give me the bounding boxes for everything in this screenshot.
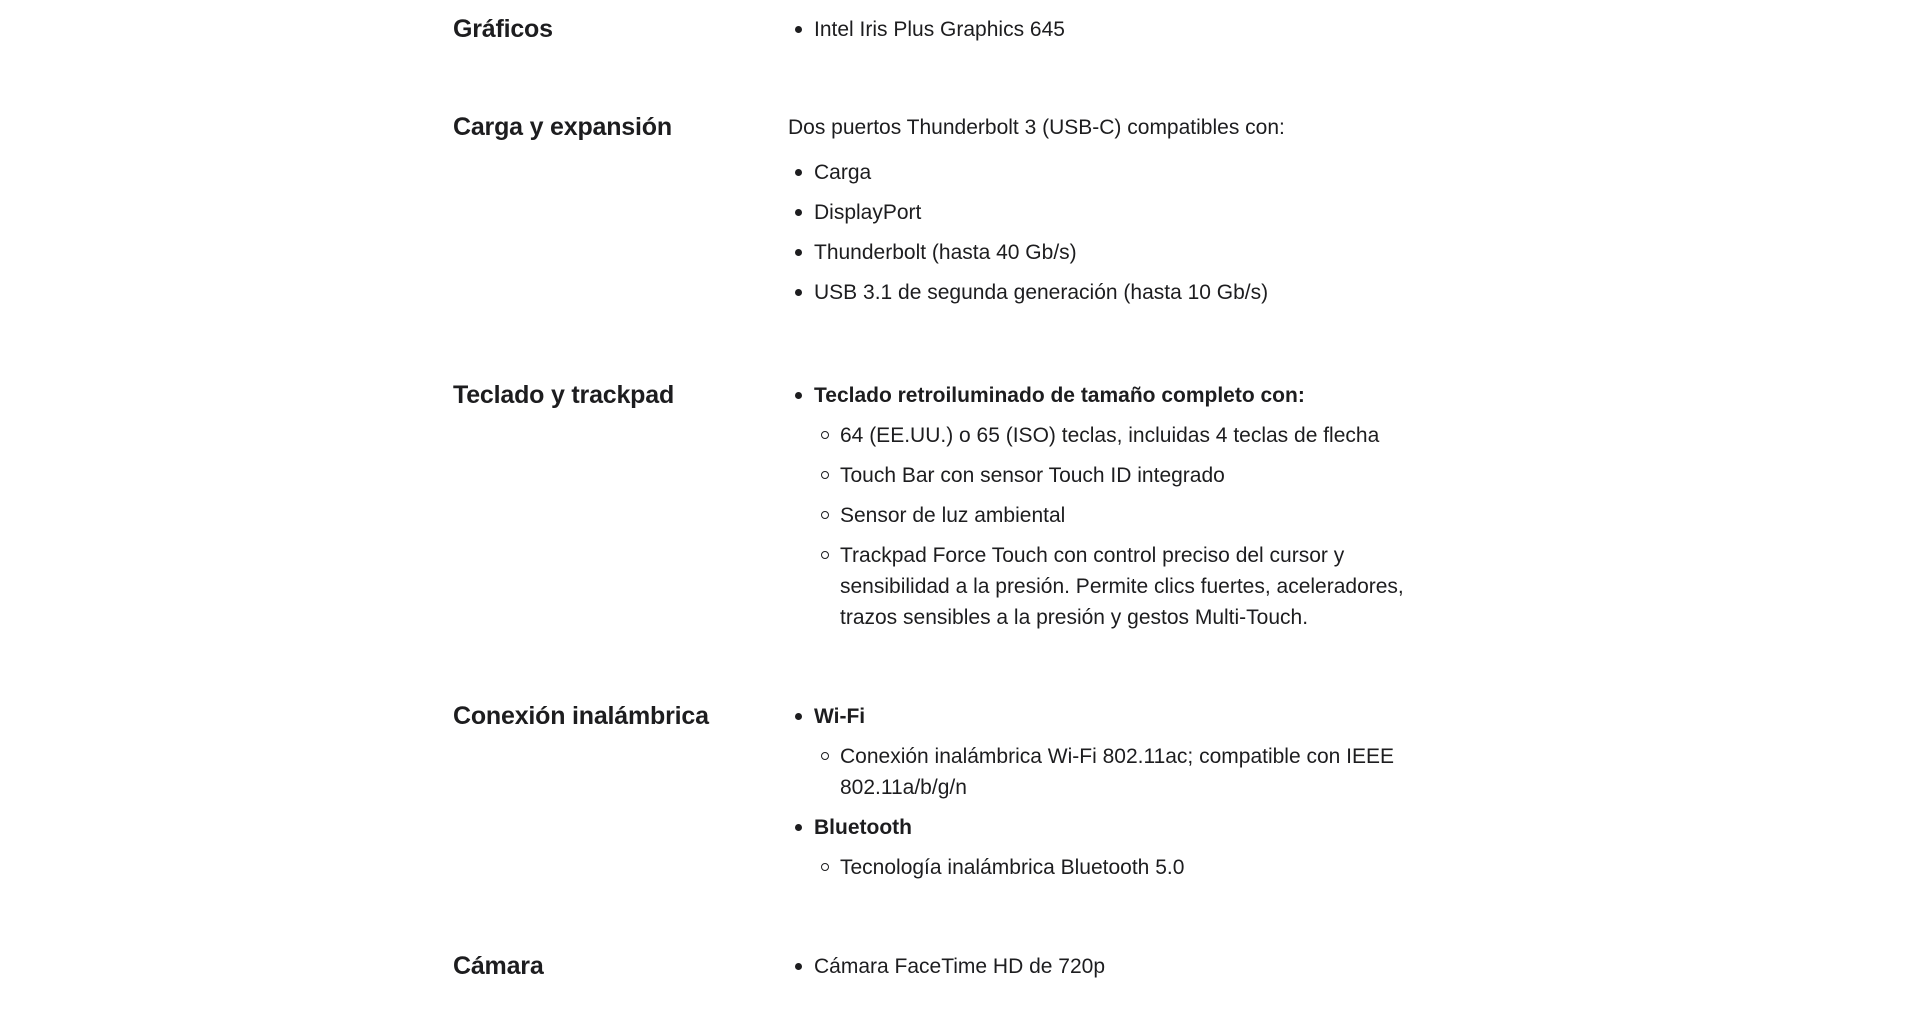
list-item: Cámara FaceTime HD de 720p bbox=[788, 951, 1453, 982]
list-item: DisplayPort bbox=[788, 197, 1453, 228]
spec-label-keyboard: Teclado y trackpad bbox=[453, 381, 675, 409]
spec-content-camera bbox=[788, 951, 1453, 991]
list-item bbox=[788, 701, 1453, 803]
keyboard-heading: Teclado retroiluminado de tamaño completo con: bbox=[814, 384, 1305, 407]
spec-row-keyboard bbox=[453, 380, 1453, 642]
spec-row-graphics bbox=[453, 14, 1453, 54]
spec-label-graphics: Gráficos bbox=[453, 15, 553, 43]
spec-content-graphics bbox=[788, 14, 1453, 54]
keyboard-sublist bbox=[814, 420, 1453, 633]
list-item bbox=[788, 380, 1453, 633]
camera-list bbox=[788, 951, 1453, 982]
wifi-heading: Wi-Fi bbox=[814, 705, 866, 728]
wifi-sublist bbox=[814, 741, 1453, 803]
list-item: Intel Iris Plus Graphics 645 bbox=[788, 14, 1453, 45]
spec-label-camera: Cámara bbox=[453, 952, 544, 980]
spec-label-charging: Carga y expansión bbox=[453, 113, 672, 141]
bluetooth-sublist bbox=[814, 852, 1453, 883]
spec-content-keyboard bbox=[788, 380, 1453, 642]
sublist-item: Conexión inalámbrica Wi-Fi 802.11ac; compatible con IEEE 802.11a/b/g/n bbox=[814, 741, 1440, 803]
bluetooth-heading: Bluetooth bbox=[814, 816, 912, 839]
list-item: Carga bbox=[788, 157, 1453, 188]
charging-intro: Dos puertos Thunderbolt 3 (USB-C) compatibles con: bbox=[788, 116, 1285, 139]
sublist-item: Touch Bar con sensor Touch ID integrado bbox=[814, 460, 1440, 491]
list-item bbox=[788, 812, 1453, 883]
spec-row-wireless bbox=[453, 701, 1453, 892]
keyboard-list bbox=[788, 380, 1453, 633]
sublist-item: Tecnología inalámbrica Bluetooth 5.0 bbox=[814, 852, 1440, 883]
spec-row-charging bbox=[453, 112, 1453, 317]
charging-list bbox=[788, 157, 1453, 308]
list-item: USB 3.1 de segunda generación (hasta 10 Gb/s) bbox=[788, 277, 1453, 308]
spec-content-wireless bbox=[788, 701, 1453, 892]
sublist-item: Sensor de luz ambiental bbox=[814, 500, 1440, 531]
graphics-list bbox=[788, 14, 1453, 45]
spec-row-camera bbox=[453, 951, 1453, 991]
sublist-item: 64 (EE.UU.) o 65 (ISO) teclas, incluidas 4 teclas de flecha bbox=[814, 420, 1440, 451]
spec-content-charging bbox=[788, 112, 1453, 317]
spec-label-wireless: Conexión inalámbrica bbox=[453, 702, 709, 730]
sublist-item: Trackpad Force Touch con control preciso del cursor y sensibilidad a la presión. Permite clics fuertes, aceleradores, trazos sensibles a la presión y gestos Multi-Touch. bbox=[814, 540, 1440, 633]
wireless-list bbox=[788, 701, 1453, 883]
list-item: Thunderbolt (hasta 40 Gb/s) bbox=[788, 237, 1453, 268]
